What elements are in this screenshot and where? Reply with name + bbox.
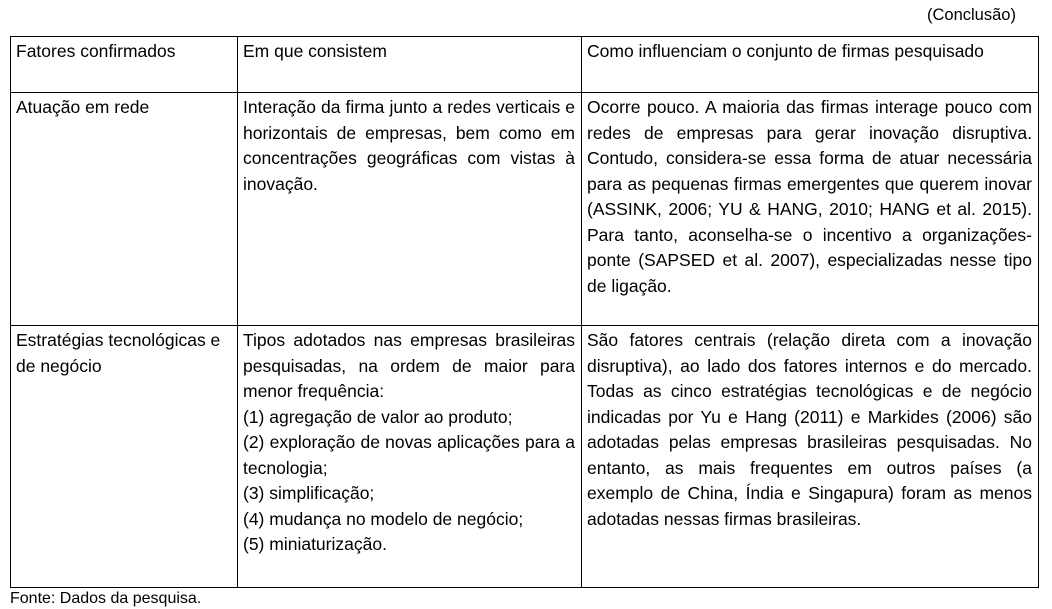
description-cell <box>238 326 582 588</box>
table-header-row <box>11 37 1039 93</box>
influence-cell: São fatores centrais (relação direta com a inovação disruptiva), ao lado dos fatores internos e do mercado. Todas as cinco estratégias tecnológicas e de negócio indicadas por Yu e Hang (2011) e Markides (2006) são adotadas pelas empresas brasileiras pesquisadas. No entanto, as mais frequentes em outros países (a exemplo de China, Índia e Singapura) foram as menos adotadas nessas firmas brasileiras. <box>582 326 1039 588</box>
list-item: (5) miniaturização. <box>243 534 387 554</box>
factor-cell: Estratégias tecnológicas e de negócio <box>11 326 238 588</box>
table-row <box>11 326 1039 588</box>
influence-cell: Ocorre pouco. A maioria das firmas interage pouco com redes de empresas para gerar inovação disruptiva. Contudo, considera-se essa forma de atuar necessária para as pequenas firmas emergentes que querem inovar (ASSINK, 2006; YU & HANG, 2010; HANG et al. 2015). Para tanto, aconselha-se o incentivo a organizações-ponte (SAPSED et al. 2007), especializadas nesse tipo de ligação. <box>582 93 1039 326</box>
header-influence: Como influenciam o conjunto de firmas pesquisado <box>582 37 1039 93</box>
continuation-label: (Conclusão) <box>927 6 1016 24</box>
list-item: (1) agregação de valor ao produto; <box>243 406 513 427</box>
list-item: (2) exploração de novas aplicações para a tecnologia; <box>243 432 575 478</box>
header-factors: Fatores confirmados <box>11 37 238 93</box>
factors-table <box>10 36 1039 588</box>
factor-cell: Atuação em rede <box>11 93 238 326</box>
list-item: (3) simplificação; <box>243 483 375 503</box>
header-description: Em que consistem <box>238 37 582 93</box>
list-item: (4) mudança no modelo de negócio; <box>243 508 524 529</box>
description-cell: Interação da firma junto a redes verticais e horizontais de empresas, bem como em concentrações geográficas com vistas à inovação. <box>238 93 582 326</box>
description-intro: Tipos adotados nas empresas brasileiras pesquisadas, na ordem de maior para menor frequência: <box>243 330 575 401</box>
table-row <box>11 93 1039 326</box>
source-note: Fonte: Dados da pesquisa. <box>10 590 202 607</box>
